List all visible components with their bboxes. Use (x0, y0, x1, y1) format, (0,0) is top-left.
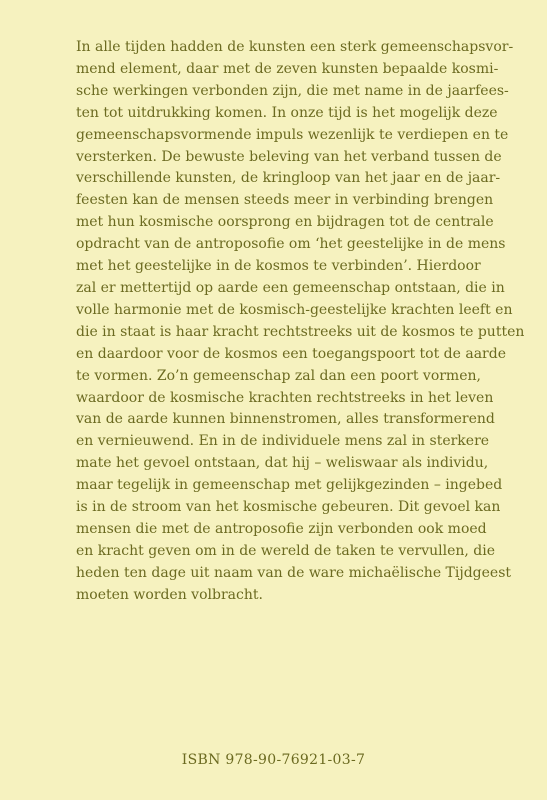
blurb-line: In alle tijden hadden de kunsten een sterk gemeenschapsvor- (76, 39, 514, 55)
blurb-line: sche werkingen verbonden zijn, die met name in de jaarfees- (76, 82, 509, 99)
blurb-line: feesten kan de mensen steeds meer in verbinding brengen (76, 192, 494, 209)
blurb-line: en vernieuwend. En in de individuele mens zal in sterkere (76, 433, 490, 450)
blurb-line: die in staat is haar kracht rechtstreeks uit de kosmos te putten (76, 323, 525, 340)
blurb-line: zal er mettertijd op aarde een gemeenschap ontstaan, die in (76, 279, 505, 296)
blurb-line: te vormen. Zo’n gemeenschap zal dan een poort vormen, (76, 367, 481, 384)
blurb-line: verschillende kunsten, de kringloop van het jaar en de jaar- (76, 170, 501, 187)
blurb-line: mend element, daar met de zeven kunsten bepaalde kosmi- (76, 60, 499, 77)
blurb-line: en daardoor voor de kosmos een toegangspoort tot de aarde (76, 345, 507, 362)
blurb-line: versterken. De bewuste beleving van het verband tussen de (76, 148, 502, 165)
blurb-line: gemeenschapsvormende impuls wezenlijk te verdiepen en te (76, 126, 509, 143)
blurb-line: waardoor de kosmische krachten rechtstreeks in het leven (76, 389, 494, 406)
blurb-line: moeten worden volbracht. (76, 586, 263, 603)
blurb-line: van de aarde kunnen binnenstromen, alles transformerend (76, 411, 495, 428)
blurb-line: mensen die met de antroposofie zijn verbonden ook moed (76, 520, 487, 537)
blurb-line: met het geestelijke in de kosmos te verbinden’. Hierdoor (76, 258, 481, 275)
blurb-line: ten tot uitdrukking komen. In onze tijd is het mogelijk deze (76, 104, 498, 121)
blurb-line: en kracht geven om in de wereld de taken te vervullen, die (76, 542, 496, 559)
blurb-line: met hun kosmische oorsprong en bijdragen tot de centrale (76, 214, 494, 231)
blurb-line: maar tegelijk in gemeenschap met gelijkgezinden – ingebed (76, 477, 503, 494)
blurb-line: heden ten dage uit naam van de ware michaëlische Tijdgeest (76, 564, 512, 581)
blurb-line: is in de stroom van het kosmische gebeuren. Dit gevoel kan (76, 499, 501, 516)
blurb-line: volle harmonie met de kosmisch-geestelijke krachten leeft en (76, 301, 513, 318)
blurb-paragraph (76, 37, 525, 607)
isbn-number: ISBN 978-90-76921-03-7 (181, 752, 366, 768)
blurb-line: opdracht van de antroposofie om ‘het geestelijke in de mens (76, 236, 506, 253)
blurb-line: mate het gevoel ontstaan, dat hij – weliswaar als individu, (76, 455, 489, 472)
